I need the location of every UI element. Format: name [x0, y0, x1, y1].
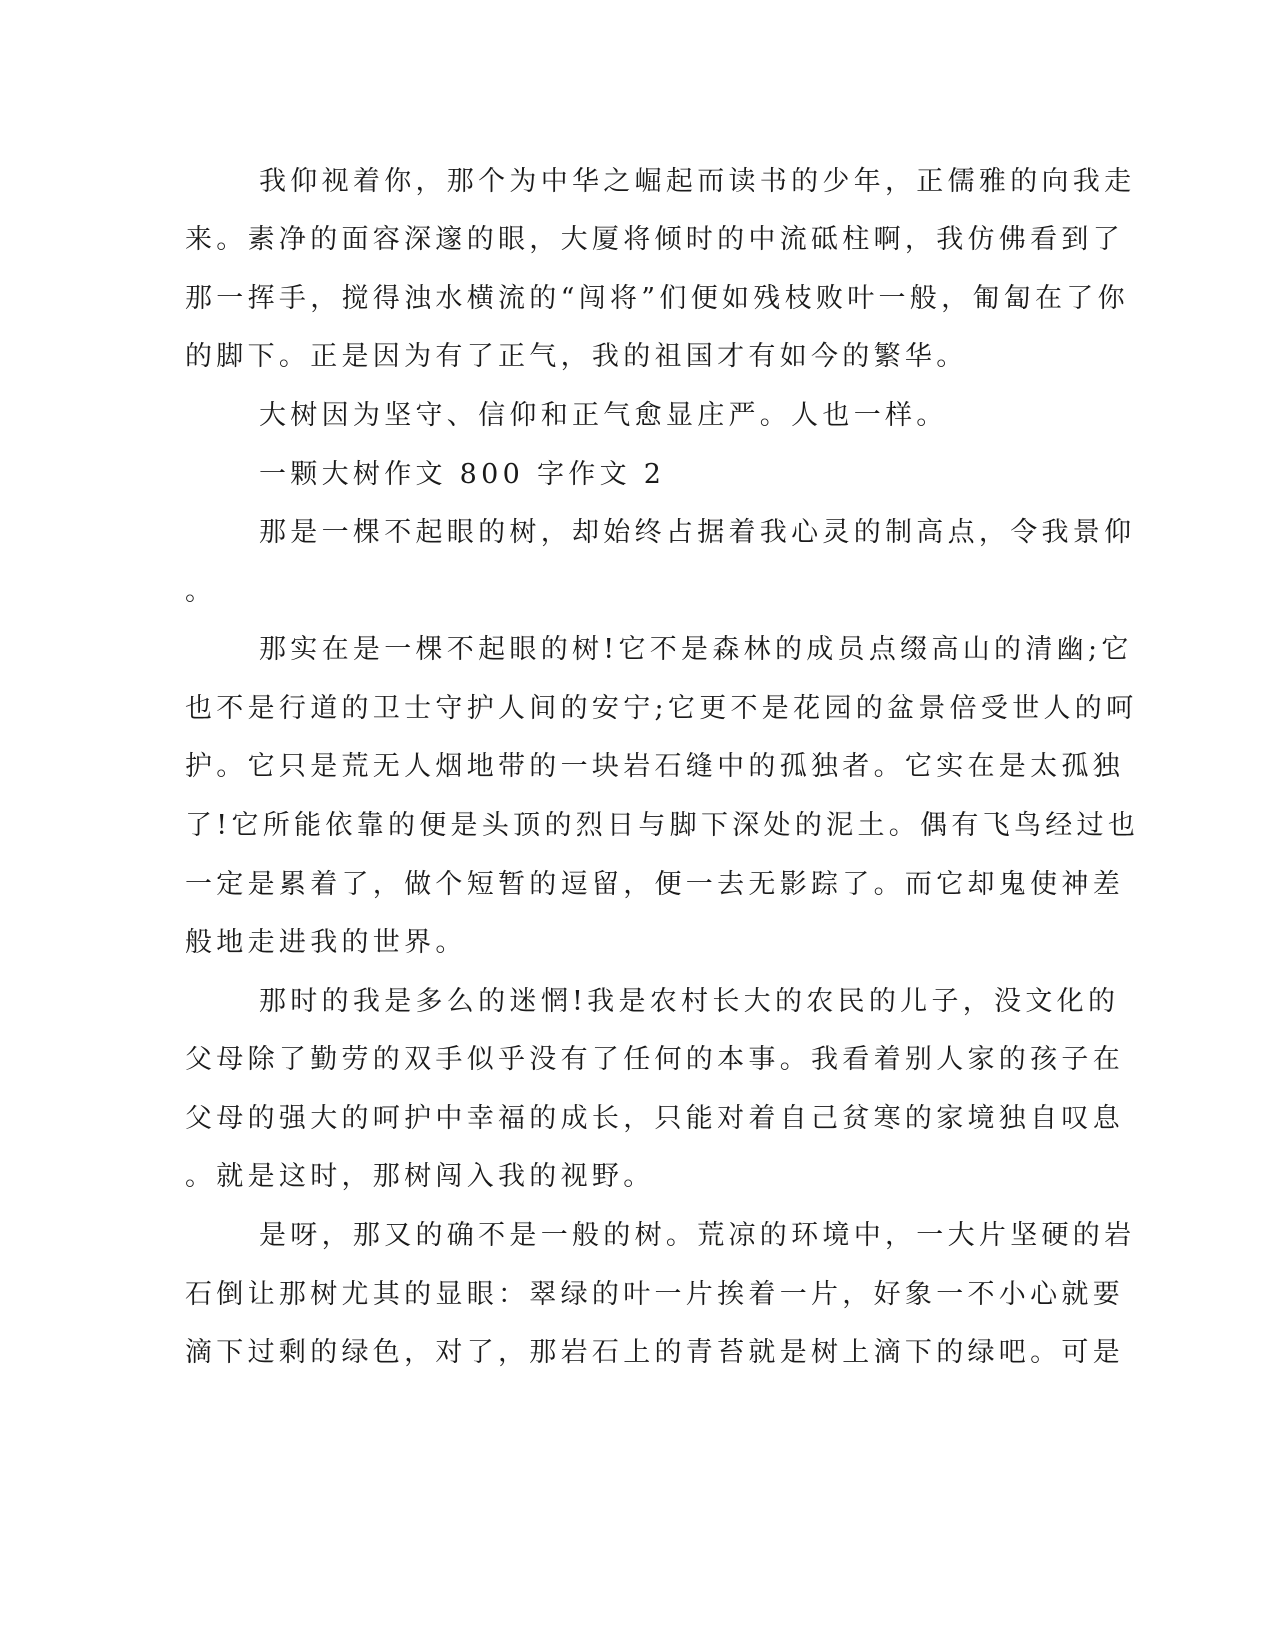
text-line: 的脚下。正是因为有了正气，我的祖国才有如今的繁华。	[185, 341, 968, 372]
text-line: 那是一棵不起眼的树，却始终占据着我心灵的制高点，令我景仰	[259, 517, 1136, 548]
text-line: 那实在是一棵不起眼的树!它不是森林的成员点缀高山的清幽;它	[259, 634, 1133, 665]
text-line: 护。它只是荒无人烟地带的一块岩石缝中的孤独者。它实在是太孤独	[185, 751, 1124, 782]
text-line: 那一挥手，搅得浊水横流的“闯将”们便如残枝败叶一般，匍匐在了你	[185, 283, 1129, 314]
text-line: 了!它所能依靠的便是头顶的烈日与脚下深处的泥土。偶有飞鸟经过也	[185, 810, 1140, 841]
text-line: 一定是累着了，做个短暂的逗留，便一去无影踪了。而它却鬼使神差	[185, 869, 1124, 900]
text-line: 滴下过剩的绿色，对了，那岩石上的青苔就是树上滴下的绿吧。可是	[185, 1337, 1124, 1368]
text-line: 石倒让那树尤其的显眼：翠绿的叶一片挨着一片，好象一不小心就要	[185, 1279, 1124, 1310]
text-line: 大树因为坚守、信仰和正气愈显庄严。人也一样。	[259, 400, 948, 431]
text-line: 。就是这时，那树闯入我的视野。	[185, 1161, 655, 1192]
text-line: 也不是行道的卫士守护人间的安宁;它更不是花园的盆景倍受世人的呵	[185, 693, 1138, 724]
text-line: 是呀，那又的确不是一般的树。荒凉的环境中，一大片坚硬的岩	[259, 1220, 1136, 1251]
text-line: 父母的强大的呵护中幸福的成长，只能对着自己贫寒的家境独自叹息	[185, 1103, 1124, 1134]
text-line: 来。素净的面容深邃的眼，大厦将倾时的中流砥柱啊，我仿佛看到了	[185, 224, 1124, 255]
section-heading: 一颗大树作文 800 字作文 2	[259, 459, 666, 490]
text-line: 般地走进我的世界。	[185, 927, 467, 958]
text-line: 。	[185, 576, 217, 607]
text-line: 我仰视着你，那个为中华之崛起而读书的少年，正儒雅的向我走	[259, 166, 1136, 197]
text-line: 父母除了勤劳的双手似乎没有了任何的本事。我看着别人家的孩子在	[185, 1044, 1124, 1075]
text-line: 那时的我是多么的迷惘!我是农村长大的农民的儿子，没文化的	[259, 986, 1120, 1017]
